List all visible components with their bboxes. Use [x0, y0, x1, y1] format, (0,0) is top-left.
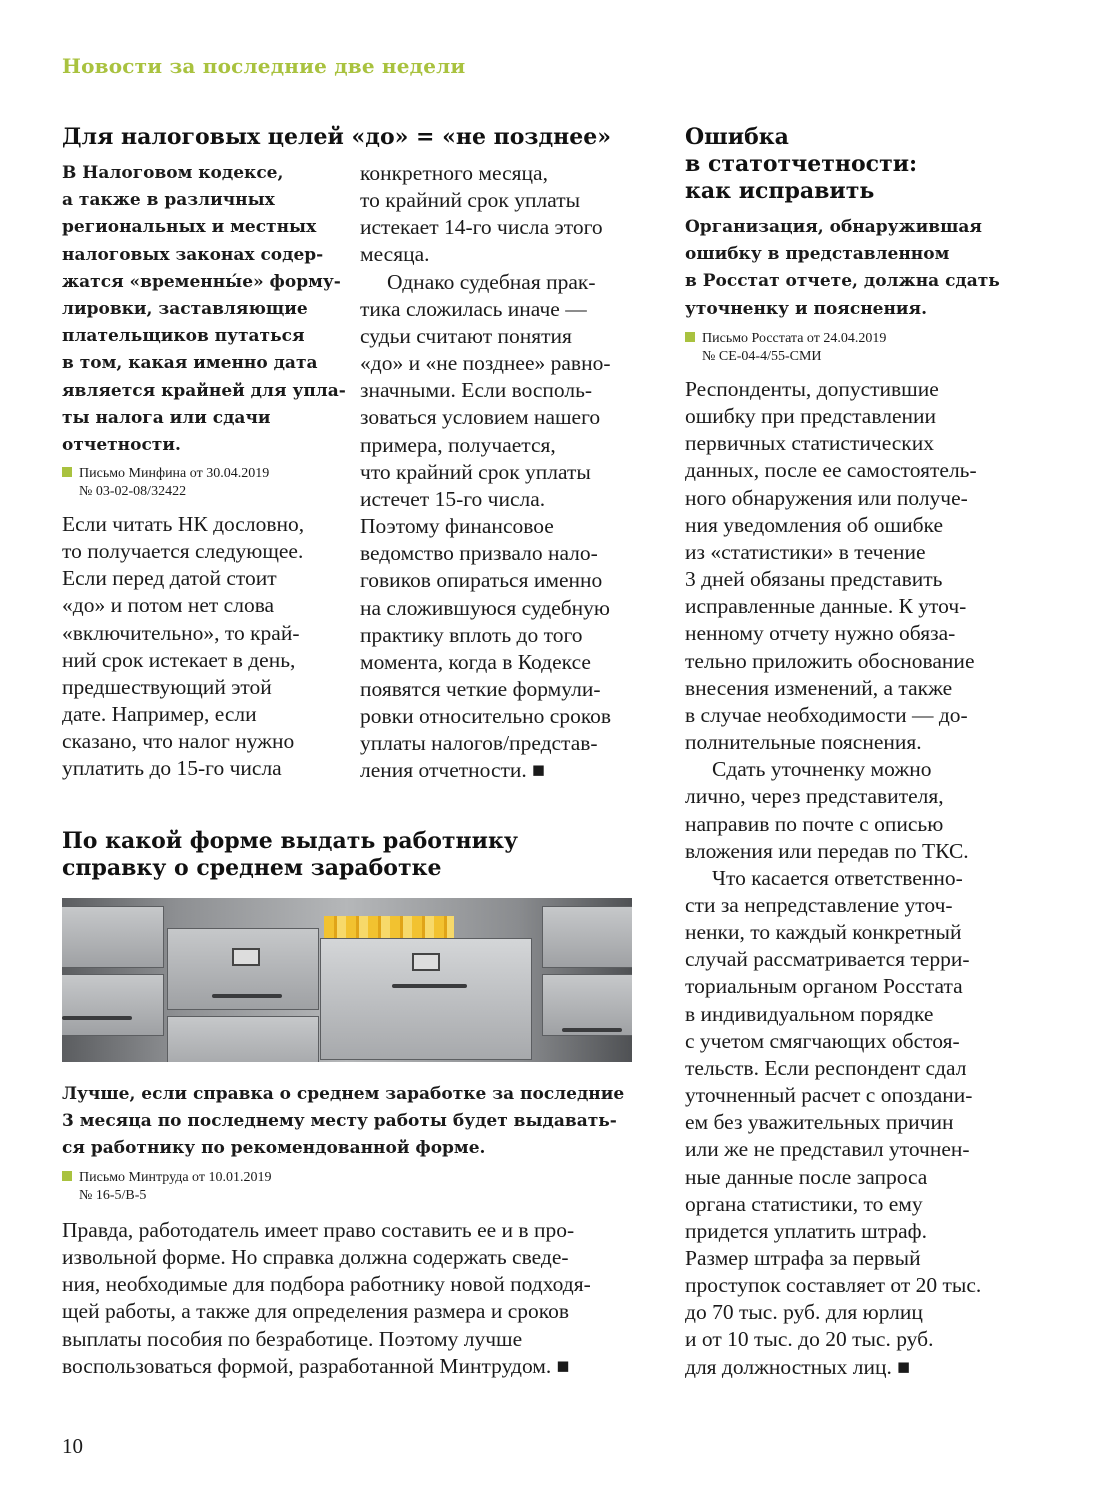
text-line: По какой форме выдать работнику — [62, 828, 518, 854]
text-line: Размер штрафа за первый — [685, 1246, 921, 1270]
text-line: тельств. Если респондент сдал — [685, 1055, 967, 1080]
article-title-salary-certificate — [62, 828, 518, 882]
text-line: ления отчетности. ■ — [360, 758, 546, 783]
article-body — [685, 376, 981, 1381]
text-line: справку о среднем заработке — [62, 855, 442, 881]
text-line: ториальным органом Росстата — [685, 974, 963, 999]
text-line: Поэтому финансовое — [360, 514, 554, 539]
text-line: истечет 15-го числа. — [360, 486, 546, 511]
text-line: ты налога или сдачи — [62, 407, 271, 428]
text-line: является крайней для упла- — [62, 380, 346, 401]
text-line: Сдать уточненку можно — [712, 757, 932, 782]
source-letter: Письмо Минфина от 30.04.2019 — [79, 466, 270, 481]
text-line: региональных и местных — [62, 217, 317, 238]
text-line: лировки, заставляющие — [62, 299, 308, 320]
text-line: что крайний срок уплаты — [360, 459, 591, 484]
text-line: ем без уважительных причин — [685, 1110, 954, 1135]
text-line: «до» и потом нет слова — [62, 593, 275, 618]
text-line: Что касается ответственно- — [712, 865, 963, 890]
text-line: зоваться условием нашего — [360, 405, 601, 430]
source-number: № 16-5/В-5 — [79, 1188, 147, 1203]
text-line: ненки, то каждый конкретный — [685, 920, 962, 945]
text-line: в статотчетности: — [685, 151, 918, 177]
text-line: ного обнаружения или получе- — [685, 485, 968, 510]
text-line: исправленные данные. К уточ- — [685, 594, 967, 619]
text-line: уточненный расчет с опоздани- — [685, 1083, 973, 1108]
text-line: извольной форме. Но справка должна содержать сведе- — [62, 1245, 569, 1270]
text-line: месяца. — [360, 242, 430, 267]
text-line: или же не представил уточнен- — [685, 1137, 970, 1162]
text-line: момента, когда в Кодексе — [360, 649, 591, 674]
text-line: ведомство призвало нало- — [360, 541, 598, 566]
text-line: ния, необходимые для подбора работнику новой подходя- — [62, 1272, 591, 1297]
text-line: примера, получается, — [360, 432, 556, 457]
text-line: придется уплатить штраф. — [685, 1218, 927, 1243]
source-letter: Письмо Минтруда от 10.01.2019 — [79, 1170, 272, 1185]
text-line: то крайний срок уплаты — [360, 188, 581, 213]
text-line: предшествующий этой — [62, 674, 272, 699]
section-kicker: Новости за последние две недели — [62, 54, 466, 78]
text-line: плательщиков путаться — [62, 326, 305, 347]
filing-cabinet-photo — [62, 898, 632, 1062]
text-line: В Налоговом кодексе, — [62, 163, 284, 183]
article-lead — [685, 214, 1000, 323]
text-line: говиков опираться именно — [360, 568, 603, 593]
text-line: конкретного месяца, — [360, 161, 548, 185]
text-line: 3 месяца по последнему месту работы будет выдавать- — [62, 1111, 617, 1132]
text-line: лично, через представителя, — [685, 784, 944, 809]
text-line: ошибку в представленном — [685, 244, 950, 265]
text-line: и от 10 тыс. до 20 тыс. руб. — [685, 1327, 934, 1352]
text-line: дате. Например, если — [62, 702, 257, 727]
text-line: жатся «временны́е» форму- — [62, 271, 341, 292]
text-line: Если читать НК дословно, — [62, 512, 305, 536]
text-line: ненному отчету нужно обяза- — [685, 621, 956, 646]
source-reference — [62, 465, 269, 501]
article-lead — [62, 160, 346, 459]
text-line: истекает 14-го числа этого — [360, 215, 603, 240]
text-line: ровки относительно сроков — [360, 704, 612, 729]
article-title-tax-deadlines: Для налоговых целей «до» = «не позднее» — [62, 124, 611, 150]
text-line: проступок составляет от 20 тыс. — [685, 1273, 982, 1298]
text-line: значными. Если восполь- — [360, 378, 593, 403]
text-line: практику вплоть до того — [360, 622, 583, 647]
text-line: Организация, обнаружившая — [685, 217, 982, 237]
text-line: из «статистики» в течение — [685, 539, 926, 564]
text-line: воспользоваться формой, разработанной Минтрудом. ■ — [62, 1353, 570, 1378]
text-line: в Росстат отчете, должна сдать — [685, 271, 1000, 292]
text-line: тельно приложить обоснование — [685, 648, 975, 673]
article-body-continued — [360, 160, 611, 785]
text-line: «включительно», то край- — [62, 620, 300, 645]
text-line: направив по почте с описью — [685, 811, 944, 836]
text-line: в случае необходимости — до- — [685, 702, 968, 727]
page-number: 10 — [62, 1434, 83, 1458]
text-line: в том, какая именно дата — [62, 353, 318, 374]
text-line: данных, после ее самостоятель- — [685, 458, 977, 483]
text-line: до 70 тыс. руб. для юрлиц — [685, 1300, 923, 1325]
text-line: а также в различных — [62, 190, 275, 211]
text-line: Однако судебная прак- — [387, 269, 596, 294]
source-letter: Письмо Росстата от 24.04.2019 — [702, 331, 887, 346]
text-line: появятся четкие формули- — [360, 676, 601, 701]
text-line: Правда, работодатель имеет право составить ее и в про- — [62, 1218, 575, 1242]
text-line: ошибку при представлении — [685, 404, 937, 429]
text-line: случай рассматривается терри- — [685, 947, 970, 972]
text-line: для должностных лиц. ■ — [685, 1354, 911, 1379]
text-line: сказано, что налог нужно — [62, 729, 295, 754]
green-square-bullet-icon — [685, 332, 695, 342]
text-line: щей работы, а также для определения размера и сроков — [62, 1299, 570, 1324]
text-line: «до» и «не позднее» равно- — [360, 351, 611, 376]
text-line: ния уведомления об ошибке — [685, 512, 944, 537]
source-reference — [685, 330, 886, 366]
source-number: № 03-02-08/32422 — [79, 484, 187, 499]
text-line: ний срок истекает в день, — [62, 647, 296, 672]
source-number: № СЕ-04-4/55-СМИ — [702, 349, 822, 364]
text-line: внесения изменений, а также — [685, 675, 953, 700]
text-line: уплатить до 15-го числа — [62, 756, 282, 781]
source-reference — [62, 1169, 272, 1205]
text-line: судьи считают понятия — [360, 323, 572, 348]
text-line: 3 дней обязаны представить — [685, 567, 943, 592]
green-square-bullet-icon — [62, 467, 72, 477]
text-line: уплаты налогов/представ- — [360, 731, 598, 756]
text-line: первичных статистических — [685, 431, 935, 456]
text-line: Лучше, если справка о среднем заработке за последние — [62, 1084, 625, 1104]
article-title-statistics-error — [685, 124, 917, 205]
text-line: на сложившуюся судебную — [360, 595, 610, 620]
text-line: уточненку и пояснения. — [685, 298, 927, 319]
text-line: Если перед датой стоит — [62, 566, 277, 591]
text-line: полнительные пояснения. — [685, 730, 922, 755]
text-line: выплаты пособия по безработице. Поэтому лучше — [62, 1326, 523, 1351]
text-line: тика сложилась иначе — — [360, 296, 587, 321]
text-line: отчетности. — [62, 435, 181, 456]
text-line: то получается следующее. — [62, 539, 304, 564]
text-line: налоговых законах содер- — [62, 244, 324, 265]
text-line: органа статистики, то ему — [685, 1191, 923, 1216]
text-line: ные данные после запроса — [685, 1164, 928, 1189]
text-line: вложения или передав по ТКС. — [685, 838, 969, 863]
article-body — [62, 511, 304, 783]
text-line: Респонденты, допустившие — [685, 377, 939, 401]
text-line: Ошибка — [685, 124, 789, 150]
text-line: в индивидуальном порядке — [685, 1001, 934, 1026]
article-lead — [62, 1081, 624, 1163]
green-square-bullet-icon — [62, 1171, 72, 1181]
text-line: с учетом смягчающих обстоя- — [685, 1028, 960, 1053]
text-line: ся работнику по рекомендованной форме. — [62, 1138, 486, 1159]
text-line: как исправить — [685, 178, 875, 204]
text-line: сти за непредставление уточ- — [685, 892, 953, 917]
article-body — [62, 1217, 591, 1380]
